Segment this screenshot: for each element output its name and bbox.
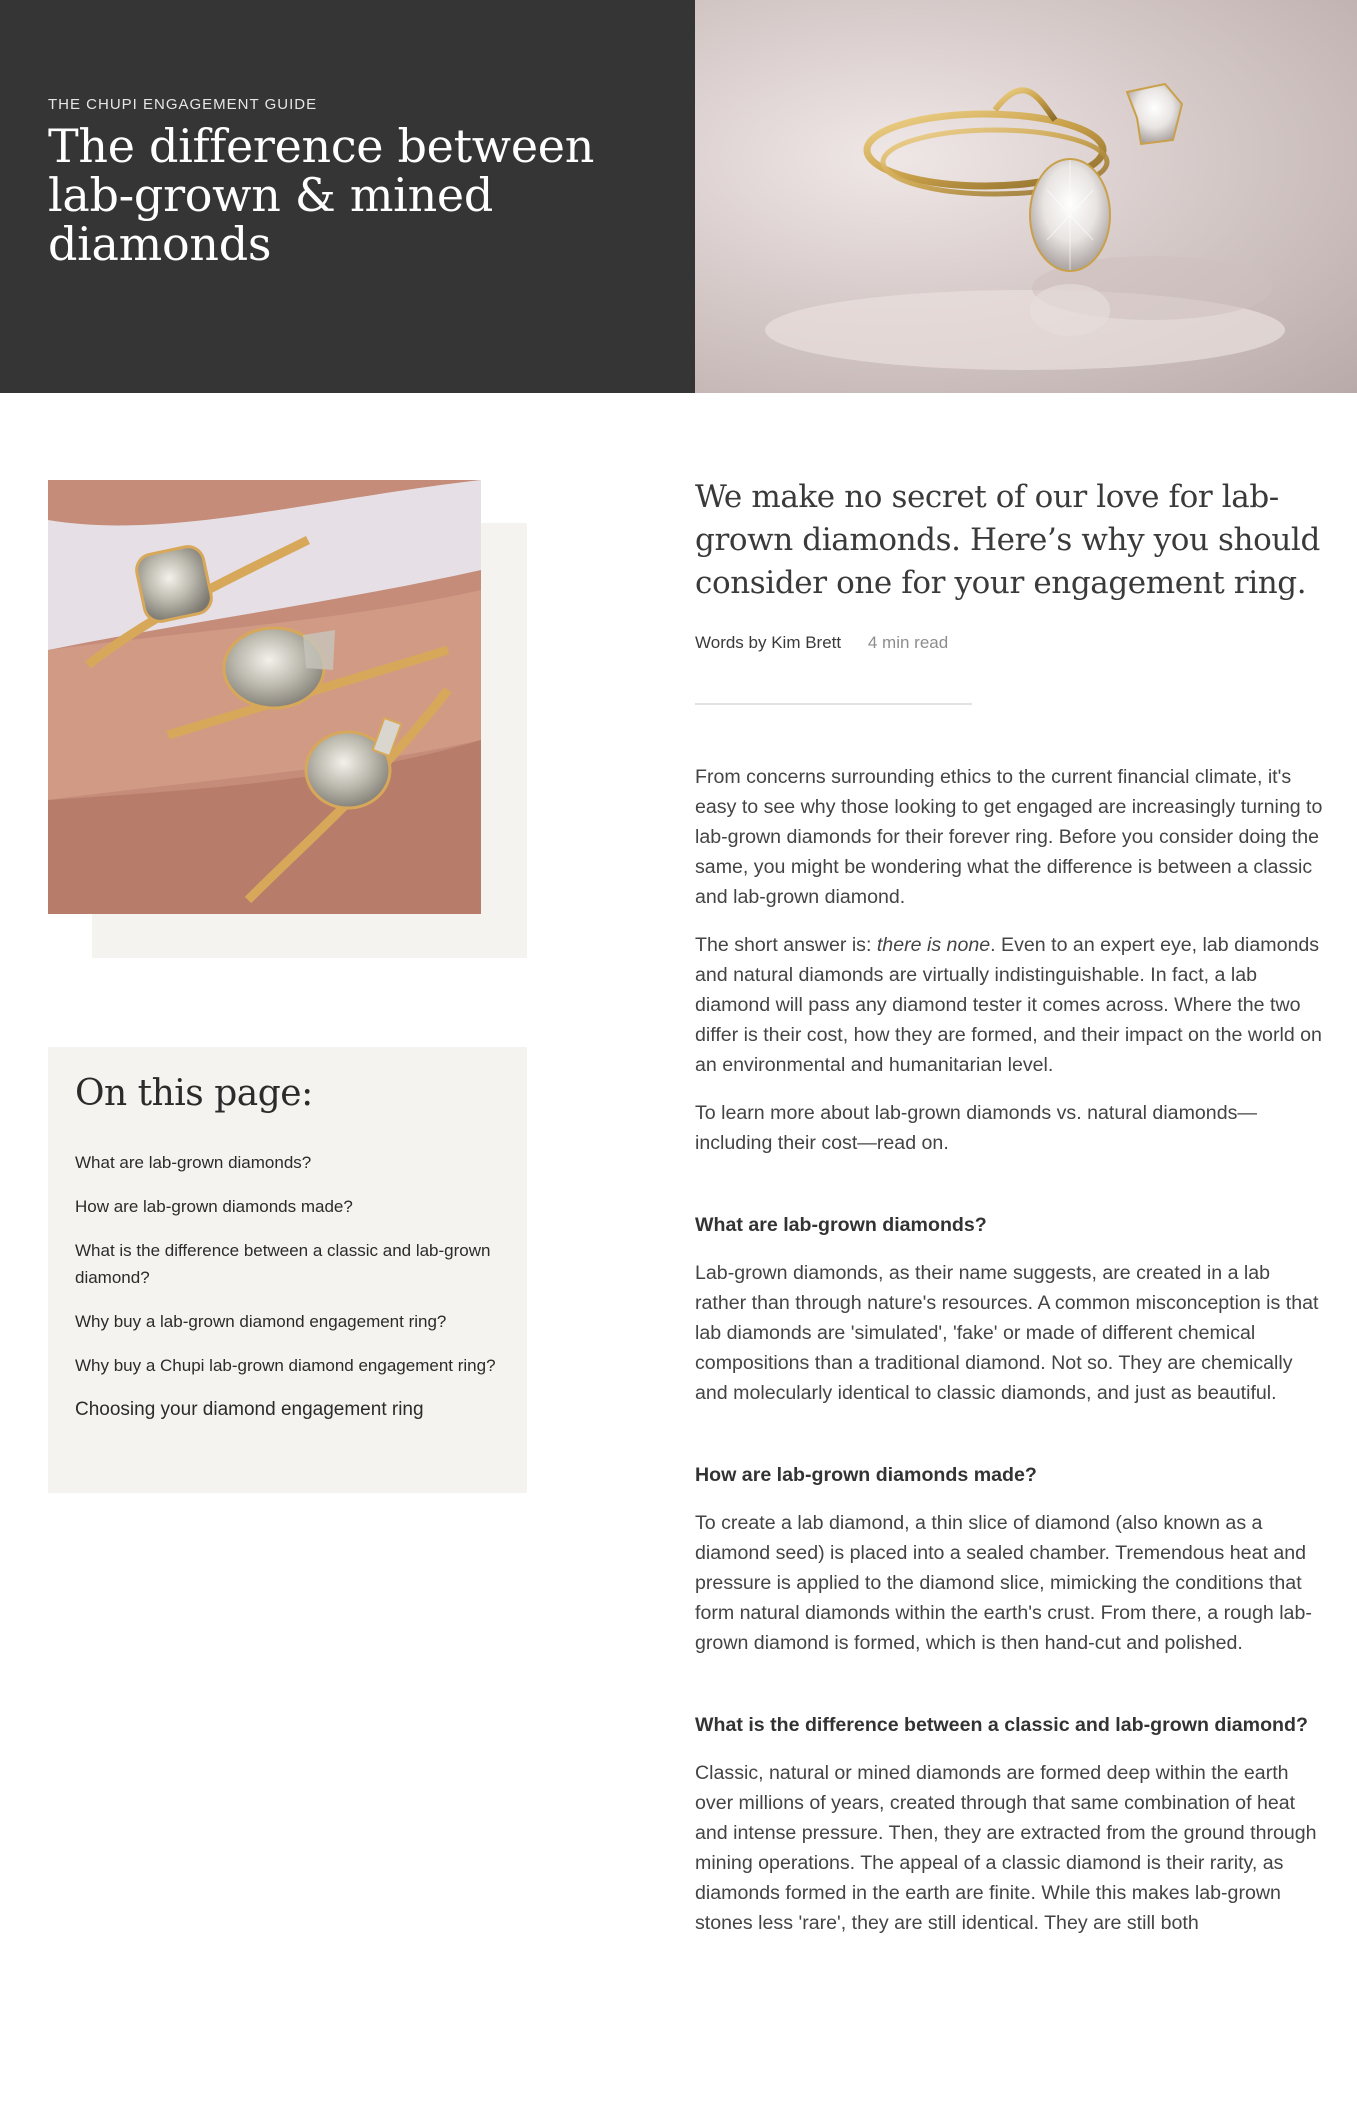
table-of-contents <box>48 1047 527 1493</box>
section-body-difference: Classic, natural or mined diamonds are formed deep within the earth over millions of years, created through that same combination of heat and intense pressure. Then, they are extracted from the ground through mining operations. The appeal of a classic diamond is their rarity, as diamonds formed in the earth are finite. While this makes lab-grown stones less 'rare', they are still identical. They are still both <box>695 1762 1317 1934</box>
article-body <box>695 476 1325 1938</box>
article-byline: Words by Kim Brett <box>695 633 842 652</box>
three-rings-on-fingers-illustration <box>48 480 481 914</box>
toi-et-moi-ring-illustration <box>695 0 1357 393</box>
section-heading-difference: What is the difference between a classic and lab-grown diamond? <box>695 1714 1308 1736</box>
paragraph-2-rest: . Even to an expert eye, lab diamonds and natural diamonds are virtually indistinguishable. In fact, a lab diamond will pass any diamond tester it comes across. Where the two differ is their cost, how they are formed, and their impact on the world on an environmental and humanitarian level. <box>695 934 1322 1076</box>
divider <box>695 703 972 705</box>
toc-link-why-buy[interactable]: Why buy a lab-grown diamond engagement ring? <box>75 1312 447 1331</box>
hero-ring-image <box>695 0 1357 393</box>
toc-title: On this page: <box>75 1073 313 1114</box>
read-time: 4 min read <box>867 633 949 652</box>
toc-link-choosing[interactable]: Choosing your diamond engagement ring <box>75 1399 424 1420</box>
toc-link-how-made[interactable]: How are lab-grown diamonds made? <box>75 1197 353 1216</box>
section-heading-what-are: What are lab-grown diamonds? <box>695 1214 987 1236</box>
toc-list <box>75 1149 505 1441</box>
article-intro: We make no secret of our love for lab-grown diamonds. Here’s why you should consider one for your engagement ring. <box>695 479 1320 601</box>
hand-rings-photo <box>48 480 481 914</box>
toc-link-difference[interactable]: What is the difference between a classic and lab-grown diamond? <box>75 1241 491 1287</box>
section-body-how-made: To create a lab diamond, a thin slice of diamond (also known as a diamond seed) is placed into a sealed chamber. Tremendous heat and pressure is applied to the diamond slice, mimicking the conditions that form natural diamonds within the earth's crust. From there, a rough lab-grown diamond is formed, which is then hand-cut and polished. <box>695 1512 1312 1654</box>
toc-link-why-chupi[interactable]: Why buy a Chupi lab-grown diamond engagement ring? <box>75 1356 496 1375</box>
page-title: The difference between lab-grown & mined diamonds <box>48 119 595 271</box>
section-heading-how-made: How are lab-grown diamonds made? <box>695 1464 1037 1486</box>
paragraph-3: To learn more about lab-grown diamonds vs. natural diamonds—including their cost—read on. <box>695 1102 1257 1154</box>
toc-link-what-are-lab-grown[interactable]: What are lab-grown diamonds? <box>75 1153 312 1172</box>
paragraph-1: From concerns surrounding ethics to the current financial climate, it's easy to see why those looking to get engaged are increasingly turning to lab-grown diamonds for their forever ring. Before you consider doing the same, you might be wondering what the difference is between a classic and lab-grown diamond. <box>695 766 1323 908</box>
paragraph-2-lead: The short answer is: <box>695 934 877 956</box>
hero-eyebrow: THE CHUPI ENGAGEMENT GUIDE <box>48 96 318 113</box>
section-body-what-are: Lab-grown diamonds, as their name suggests, are created in a lab rather than through nature's resources. A common misconception is that lab diamonds are 'simulated', 'fake' or made of different chemical compositions than a traditional diamond. Not so. They are chemically and molecularly identical to classic diamonds, and just as beautiful. <box>695 1262 1319 1404</box>
article-meta <box>695 633 1325 653</box>
paragraph-2-emphasis: there is none <box>876 934 991 956</box>
paragraph-2 <box>695 930 1325 1080</box>
hero-text-panel <box>0 0 695 393</box>
hero-banner <box>0 0 1357 393</box>
